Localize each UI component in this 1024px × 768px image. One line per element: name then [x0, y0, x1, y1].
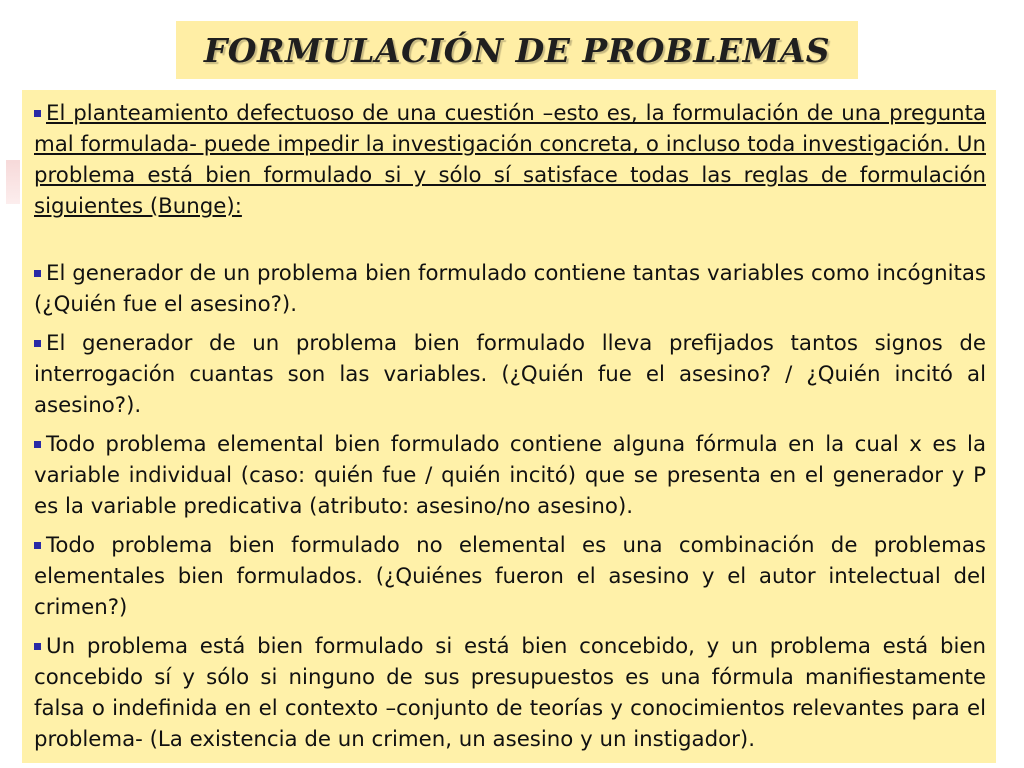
paragraph-text: El generador de un problema bien formulado contiene tantas variables como incógnitas (¿Quién fue el asesino?). [34, 261, 986, 317]
square-bullet-icon [34, 441, 41, 448]
paragraph-rule-2 [34, 328, 986, 421]
slide-title: FORMULACIÓN DE PROBLEMAS [203, 30, 831, 70]
square-bullet-icon [34, 270, 41, 277]
square-bullet-icon [34, 340, 41, 347]
square-bullet-icon [34, 542, 41, 549]
content-box [22, 90, 996, 763]
paragraph-text: El planteamiento defectuoso de una cuestión –esto es, la formulación de una pregunta mal formulada- puede impedir la investigación concreta, o incluso toda investigación. Un problema está bien formulado si y sólo sí satisface todas las reglas de formulación siguientes (Bunge): [34, 101, 986, 219]
title-box [176, 21, 858, 79]
paragraph-text: Todo problema elemental bien formulado contiene alguna fórmula en la cual x es la variable individual (caso: quién fue / quién incitó) que se presenta en el generador y P es la variable predicativa (atributo: asesino/no asesino). [34, 432, 986, 519]
paragraph-intro [34, 98, 986, 222]
paragraph-rule-1 [34, 258, 986, 320]
paragraph-rule-5 [34, 631, 986, 755]
square-bullet-icon [34, 110, 41, 117]
paragraph-text: El generador de un problema bien formulado lleva prefijados tantos signos de interrogación cuantas son las variables. (¿Quién fue el asesino? / ¿Quién incitó al asesino?). [34, 331, 986, 418]
paragraph-text: Todo problema bien formulado no elemental es una combinación de problemas elementales bien formulados. (¿Quiénes fueron el asesino y el autor intelectual del crimen?) [34, 533, 986, 620]
paragraph-text: Un problema está bien formulado si está bien concebido, y un problema está bien concebido sí y sólo si ninguno de sus presupuestos es una fórmula manifiestamente falsa o indefinida en el contexto –conjunto de teorías y conocimientos relevantes para el problema- (La existencia de un crimen, un asesino y un instigador). [34, 634, 986, 752]
paragraph-rule-4 [34, 530, 986, 623]
square-bullet-icon [34, 643, 41, 650]
decorative-bar [6, 160, 20, 204]
paragraph-rule-3 [34, 429, 986, 522]
